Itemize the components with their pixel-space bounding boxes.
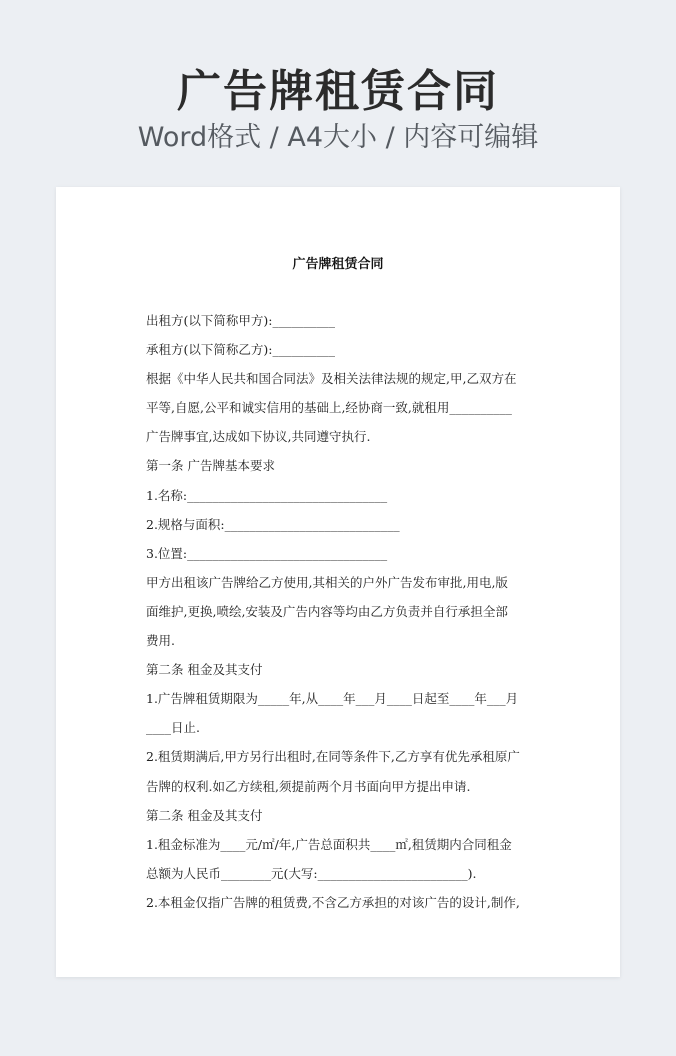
renewal-line-1: 2.租赁期满后,甲方另行出租时,在同等条件下,乙方享有优先承租原广 xyxy=(146,749,520,765)
article-1-heading: 第一条 广告牌基本要求 xyxy=(146,458,275,474)
billboard-size-line: 2.规格与面积:____________________________ xyxy=(146,516,400,532)
lease-term-line-1: 1.广告牌租赁期限为_____年,从____年___月____日起至____年___月 xyxy=(146,691,519,707)
banner-subtitle: Word格式 / A4大小 / 内容可编辑 xyxy=(137,122,539,153)
article-2-heading: 第二条 租金及其支付 xyxy=(146,662,263,678)
rent-standard-line-2: 总额为人民币________元(大写:________________________). xyxy=(146,865,477,881)
banner-title: 广告牌租赁合同 xyxy=(177,66,499,117)
renewal-line-2: 告牌的权利.如乙方续租,须提前两个月书面向甲方提出申请. xyxy=(146,778,471,794)
article-1-para-line-3: 费用. xyxy=(146,633,175,649)
party-a-line: 出租方(以下简称甲方):__________ xyxy=(146,313,335,328)
party-b-line: 承租方(以下简称乙方):__________ xyxy=(146,342,335,358)
preamble-line-3: 广告牌事宜,达成如下协议,共同遵守执行. xyxy=(146,429,371,445)
billboard-name-line: 1.名称:________________________________ xyxy=(146,487,388,503)
billboard-location-line: 3.位置:________________________________ xyxy=(146,545,388,561)
lease-term-line-2: ____日止. xyxy=(146,720,200,736)
rent-scope-line: 2.本租金仅指广告牌的租赁费,不含乙方承担的对该广告的设计,制作, xyxy=(146,894,520,910)
document-page xyxy=(56,187,620,977)
document-title: 广告牌租赁合同 xyxy=(292,257,384,272)
article-1-para-line-1: 甲方出租该广告牌给乙方使用,其相关的户外广告发布审批,用电,版 xyxy=(146,574,508,590)
document-body xyxy=(146,306,532,917)
article-3-heading: 第二条 租金及其支付 xyxy=(146,807,263,823)
rent-standard-line-1: 1.租金标准为____元/㎡/年,广告总面积共____㎡,租赁期内合同租金 xyxy=(146,836,512,852)
preamble-line-2: 平等,自愿,公平和诚实信用的基础上,经协商一致,就租用__________ xyxy=(146,400,512,416)
article-1-para-line-2: 面维护,更换,喷绘,安装及广告内容等均由乙方负责并自行承担全部 xyxy=(146,603,508,619)
preamble-line-1: 根据《中华人民共和国合同法》及相关法律法规的规定,甲,乙双方在 xyxy=(146,371,517,387)
